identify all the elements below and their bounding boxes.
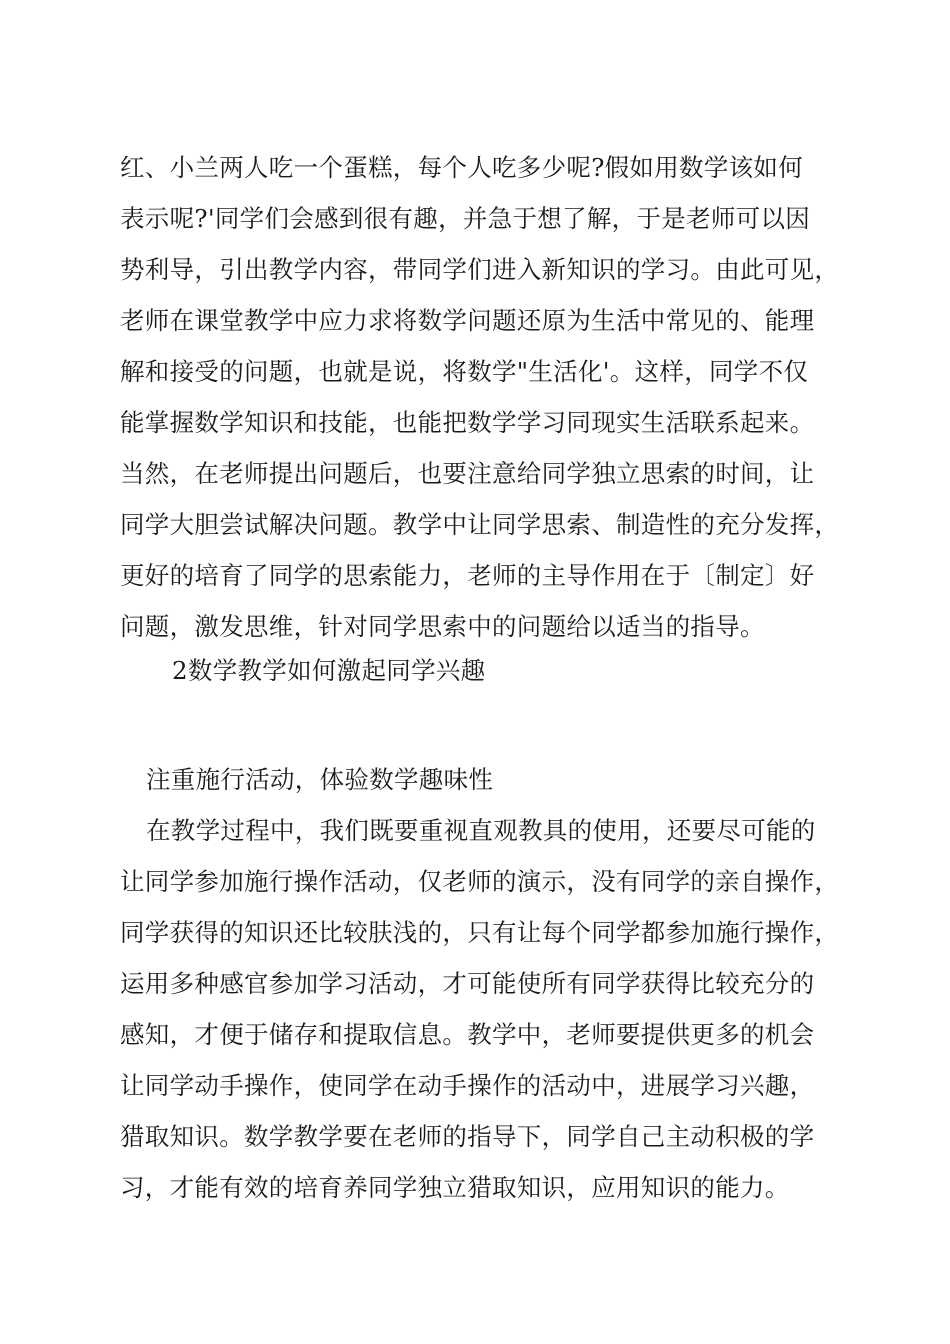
paragraph-line: 当然，在老师提出问题后，也要注意给同学独立思索的时间，让 <box>120 459 815 488</box>
paragraph-line: 能掌握数学知识和技能，也能把数学学习同现实生活联系起来。 <box>120 408 815 437</box>
paragraph-line: 老师在课堂教学中应力求将数学问题还原为生活中常见的、能理 <box>120 306 815 335</box>
section-heading: 2数学教学如何激起同学兴趣 <box>172 656 486 685</box>
paragraph-line: 势利导，引出教学内容，带同学们进入新知识的学习。由此可见， <box>120 255 840 284</box>
paragraph-line: 让同学动手操作，使同学在动手操作的活动中，进展学习兴趣， <box>120 1071 815 1100</box>
paragraph-line: 问题，激发思维，针对同学思索中的问题给以适当的指导。 <box>120 612 765 641</box>
paragraph-line: 习，才能有效的培育养同学独立猎取知识，应用知识的能力。 <box>120 1173 790 1202</box>
paragraph-line: 同学获得的知识还比较肤浅的，只有让每个同学都参加施行操作， <box>120 918 840 947</box>
paragraph-line: 更好的培育了同学的思索能力，老师的主导作用在于〔制定〕好 <box>120 561 815 590</box>
paragraph-line: 表示呢?'同学们会感到很有趣，并急于想了解，于是老师可以因 <box>120 204 811 233</box>
paragraph-line: 让同学参加施行操作活动，仅老师的演示，没有同学的亲自操作， <box>120 867 840 896</box>
paragraph-line: 同学大胆尝试解决问题。教学中让同学思索、制造性的充分发挥， <box>120 510 840 539</box>
paragraph-line: 红、小兰两人吃一个蛋糕，每个人吃多少呢?假如用数学该如何 <box>120 153 804 182</box>
paragraph-line: 解和接受的问题，也就是说，将数学"生活化'。这样，同学不仅 <box>120 357 809 386</box>
sub-heading: 注重施行活动，体验数学趣味性 <box>146 765 494 794</box>
paragraph-line: 感知，才便于储存和提取信息。教学中，老师要提供更多的机会 <box>120 1020 815 1049</box>
paragraph-line: 运用多种感官参加学习活动，才可能使所有同学获得比较充分的 <box>120 969 815 998</box>
paragraph-line: 猎取知识。数学教学要在老师的指导下，同学自己主动积极的学 <box>120 1122 815 1151</box>
paragraph-line: 在教学过程中，我们既要重视直观教具的使用，还要尽可能的 <box>146 816 816 845</box>
